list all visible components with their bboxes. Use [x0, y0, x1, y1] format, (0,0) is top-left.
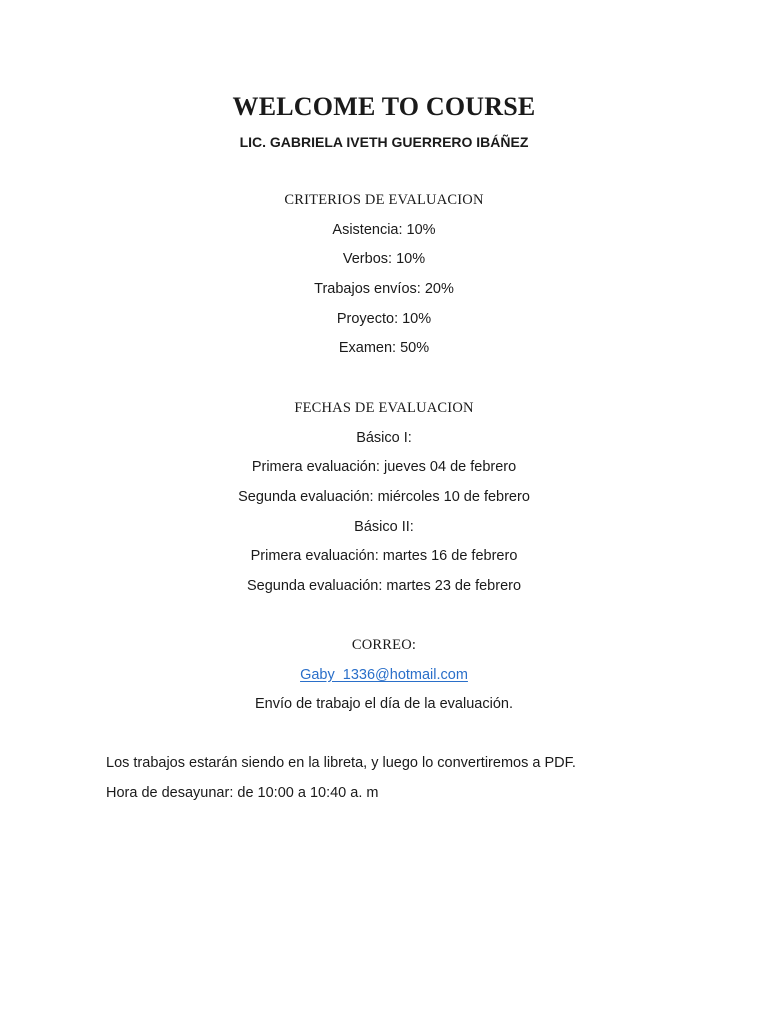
basico-2-label: Básico II: [354, 518, 414, 535]
note-hora-desayunar: Hora de desayunar: de 10:00 a 10:40 a. m [106, 784, 379, 801]
correo-section [0, 631, 768, 720]
correo-heading: CORREO: [351, 637, 417, 653]
criterio-item-trabajos: Trabajos envíos: 20% [314, 281, 454, 298]
envio-note: Envío de trabajo el día de la evaluación. [255, 696, 513, 713]
basico-2-primera-evaluacion: Primera evaluación: martes 16 de febrero [250, 548, 518, 565]
fechas-section [0, 394, 768, 602]
criterio-item-proyecto: Proyecto: 10% [336, 310, 432, 327]
basico-2-segunda-evaluacion: Segunda evaluación: martes 23 de febrero [246, 578, 522, 595]
document-title: WELCOME TO COURSE [232, 92, 536, 121]
criterio-item-examen: Examen: 50% [338, 340, 430, 357]
note-libreta-pdf: Los trabajos estarán siendo en la libreta, y luego lo convertiremos a PDF. [106, 755, 576, 771]
fechas-heading: FECHAS DE EVALUACION [294, 400, 474, 416]
basico-1-segunda-evaluacion: Segunda evaluación: miércoles 10 de febrero [238, 489, 530, 506]
email-link[interactable]: Gaby_1336@hotmail.com [300, 666, 468, 683]
criterio-item-asistencia: Asistencia: 10% [332, 221, 436, 238]
criterio-item-verbos: Verbos: 10% [342, 251, 426, 268]
notes-section [106, 749, 576, 808]
email-line [0, 661, 768, 691]
instructor-name: LIC. GABRIELA IVETH GUERRERO IBÁÑEZ [239, 134, 529, 150]
criterios-heading: CRITERIOS DE EVALUACION [284, 192, 484, 208]
basico-1-primera-evaluacion: Primera evaluación: jueves 04 de febrero [251, 459, 517, 476]
basico-1-label: Básico I: [356, 429, 412, 446]
criterios-section [0, 186, 768, 364]
